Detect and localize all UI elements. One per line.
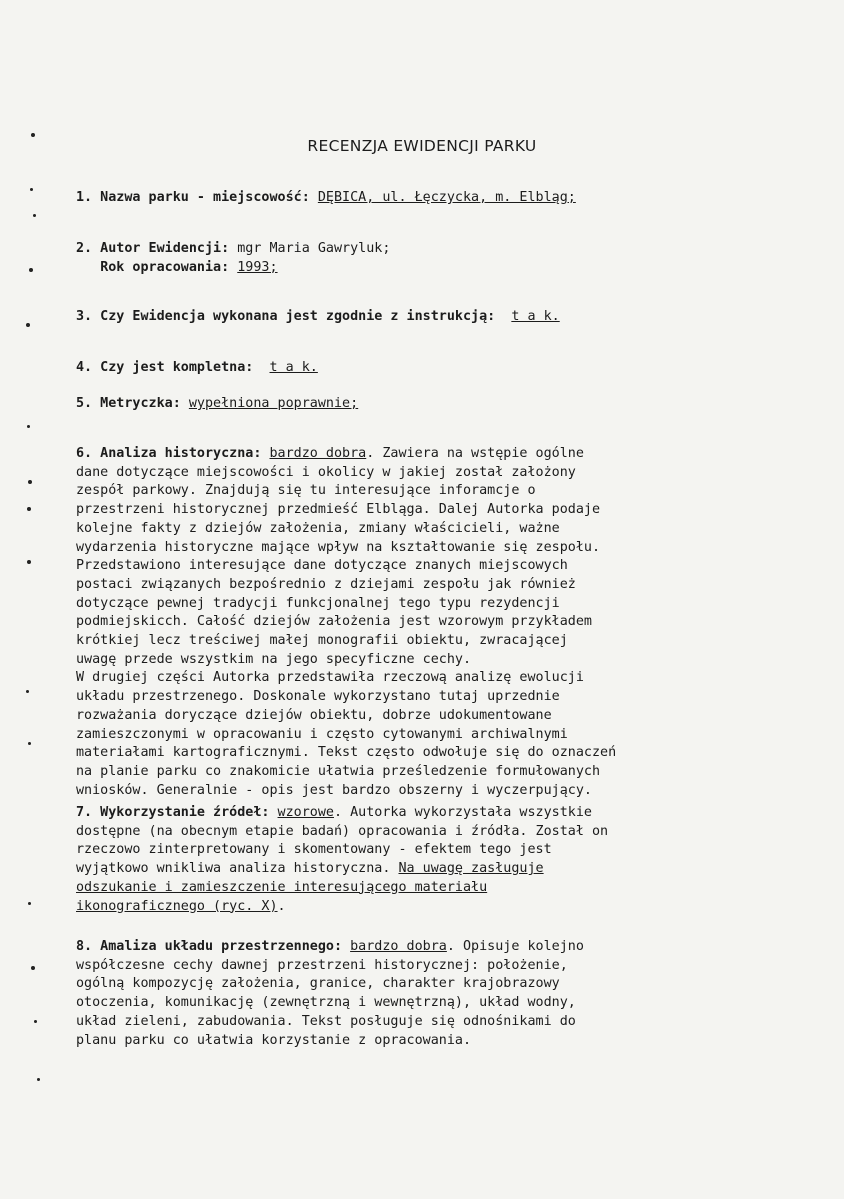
section-1-label: 1. Nazwa parku - miejscowość: xyxy=(76,190,310,205)
sources-rating: wzorowe xyxy=(277,805,334,820)
author-value: mgr Maria Gawryluk; xyxy=(237,241,391,256)
section-6-text-line: materiałami kartograficznymi. Tekst często odwołuje się do oznaczeń xyxy=(76,745,617,761)
section-7-label: 7. Wykorzystanie źródeł: xyxy=(76,805,270,820)
spatial-analysis-rating: bardzo dobra xyxy=(350,939,447,954)
completeness-value: t a k. xyxy=(269,360,318,375)
section-8-label: 8. Amaliza układu przestrzennego: xyxy=(76,939,343,954)
park-name-value: DĘBICA, ul. Łęczycka, m. Elbląg; xyxy=(317,190,576,205)
section-6-text-line: krótkiej lecz treściwej małej monografii obiektu, zwracającej xyxy=(76,633,568,649)
section-6-text-line: dane dotyczące miejscowości i okolicy w jakiej został założony xyxy=(76,464,576,480)
section-6-text-line: układu przestrzenego. Doskonale wykorzystano tutaj uprzednie xyxy=(76,689,560,705)
section-6-text-line: na planie parku co znakomicie ułatwia prześledzenie formułowanych xyxy=(76,763,601,779)
section-3 xyxy=(76,308,776,327)
section-6-text-line: dotyczące pewnej tradycji funkcjonalnej tego typu rezydencji xyxy=(76,595,560,611)
margin-mark xyxy=(28,480,32,484)
margin-mark xyxy=(28,902,31,905)
section-7-underlined-text: ikonograficznego (ryc. X) xyxy=(76,898,278,914)
section-6-text-line: uwagę przede wszystkim na jego specyficzne cechy. xyxy=(76,651,472,667)
section-6-text-line: wydarzenia historyczne mające wpływ na kształtowanie się zespołu. xyxy=(76,539,601,555)
section-6-text-line: . Zawiera na wstępie ogólne xyxy=(366,446,584,461)
section-2 xyxy=(76,240,776,277)
section-4-label: 4. Czy jest kompletna: xyxy=(76,360,254,375)
section-7-period: . xyxy=(277,898,286,914)
section-5-label: 5. Metryczka: xyxy=(76,396,181,411)
section-7-text-line: wyjątkowo wnikliwa analiza historyczna. xyxy=(76,861,399,877)
section-7 xyxy=(76,804,776,916)
section-8-text-line: otoczenia, komunikację (zewnętrzną i wewnętrzną), układ wodny, xyxy=(76,995,576,1011)
section-6-text-line: wniosków. Generalnie - opis jest bardzo obszerny i wyczerpujący. xyxy=(76,782,592,798)
metryczka-value: wypełniona poprawnie; xyxy=(188,396,359,411)
section-6-text-line: przestrzeni historycznej przedmieść Elbląga. Dalej Autorka podaje xyxy=(76,502,601,518)
section-1 xyxy=(76,189,776,208)
section-3-label: 3. Czy Ewidencja wykonana jest zgodnie z instrukcją: xyxy=(76,309,496,324)
margin-mark xyxy=(27,507,31,511)
section-6-text-line: podmiejskicch. Całość dziejów założenia jest wzorowym przykładem xyxy=(76,614,592,630)
margin-mark xyxy=(27,425,30,428)
document-title: RECENZJA EWIDENCJI PARKU xyxy=(307,137,537,155)
margin-mark xyxy=(31,966,35,970)
margin-mark xyxy=(26,323,30,327)
margin-mark xyxy=(37,1078,40,1081)
section-6 xyxy=(76,445,776,800)
margin-mark xyxy=(33,214,36,217)
section-8-text-line: współczesne cechy dawnej przestrzeni historycznej: położenie, xyxy=(76,957,568,973)
margin-mark xyxy=(30,188,33,191)
section-6-text-line: kolejne fakty z dziejów założenia, zmiany właścicieli, ważne xyxy=(76,520,560,536)
section-7-text-line: rzeczowo zinterpretowany i skomentowany - efektem tego jest xyxy=(76,842,552,858)
year-value: 1993; xyxy=(237,259,278,275)
margin-mark xyxy=(28,742,31,745)
section-6-text-line: rozważania doryczące dziejów obiektu, dobrze udokumentowane xyxy=(76,707,552,723)
section-6-text-line: zamieszczonymi w opracowaniu i często cytowanymi archiwalnymi xyxy=(76,726,568,742)
section-4 xyxy=(76,359,776,378)
section-7-text-line: . Autorka wykorzystała wszystkie xyxy=(333,805,592,820)
section-8-text-line: . Opisuje kolejno xyxy=(446,939,584,954)
margin-mark xyxy=(27,560,31,564)
section-7-underlined-text: Na uwagę zasługuje xyxy=(398,861,544,877)
author-label: 2. Autor Ewidencji: xyxy=(76,241,230,256)
section-6-text-line: zespół parkowy. Znajdują się tu interesujące inforamcje o xyxy=(76,483,536,499)
section-6-label: 6. Analiza historyczna: xyxy=(76,446,262,461)
section-6-text-line: W drugiej części Autorka przedstawiła rzeczową analizę ewolucji xyxy=(76,670,584,686)
year-label: Rok opracowania: xyxy=(100,259,230,275)
section-7-underlined-text: odszukanie i zamieszczenie interesującego materiału xyxy=(76,879,488,895)
section-6-text-line: Przedstawiono interesujące dane dotyczące znanych miejscowych xyxy=(76,558,568,574)
section-8-text-line: układ zieleni, zabudowania. Tekst posługuje się odnośnikami do xyxy=(76,1013,576,1029)
margin-mark xyxy=(29,268,33,272)
section-7-text-line: dostępne (na obecnym etapie badań) opracowania i źródła. Został on xyxy=(76,823,609,839)
section-5 xyxy=(76,395,776,414)
section-8 xyxy=(76,938,776,1050)
margin-mark xyxy=(34,1020,37,1023)
section-8-text-line: planu parku co ułatwia korzystanie z opracowania. xyxy=(76,1032,472,1048)
section-6-text-line: postaci związanych bezpośrednio z dziejami zespołu jak również xyxy=(76,576,576,592)
section-8-text-line: ogólną kompozycję założenia, granice, charakter krajobrazowy xyxy=(76,976,560,992)
margin-mark xyxy=(26,690,29,693)
instruction-compliance-value: t a k. xyxy=(511,309,560,324)
historical-analysis-rating: bardzo dobra xyxy=(269,446,367,461)
